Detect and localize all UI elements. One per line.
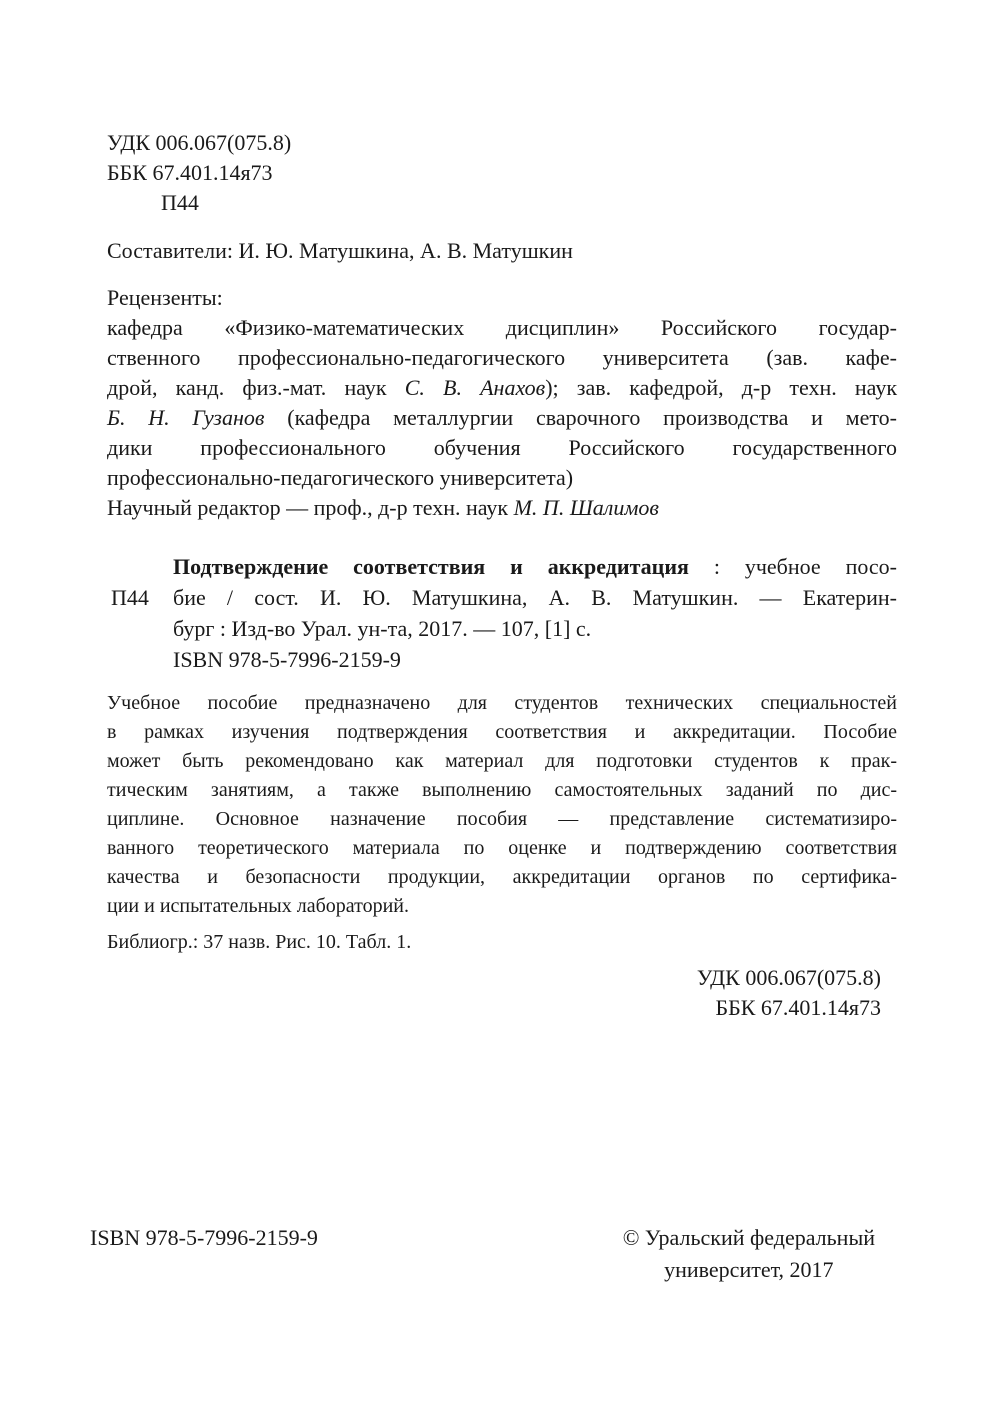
author-sign-top: П44 <box>161 190 199 215</box>
classification-codes-bottom <box>107 963 897 1023</box>
reviewers-line: дики профессионального обучения Российского государственного <box>107 435 897 460</box>
reviewers-block <box>107 283 897 523</box>
copyright-holder: © Уральский федеральный <box>622 1225 875 1250</box>
science-editor-line <box>107 493 897 523</box>
udk-code-top: УДК 006.067(075.8) <box>107 130 292 155</box>
catalog-title-rest: : учебное посо- <box>688 554 897 579</box>
annotation-line: качества и безопасности продукции, аккредитации органов по сертифика- <box>107 866 897 888</box>
catalog-isbn: ISBN 978-5-7996-2159-9 <box>173 647 401 672</box>
reviewer-name-guzanov: Б. Н. Гузанов <box>107 405 265 430</box>
classification-codes-top <box>107 128 897 218</box>
science-editor-text: Научный редактор — проф., д-р техн. наук <box>107 495 514 520</box>
footer <box>90 1222 897 1286</box>
reviewers-line-text: ); зав. кафедрой, д-р техн. наук <box>545 375 898 400</box>
reviewers-line: кафедра «Физико-математических дисциплин» Российского государ- <box>107 315 897 340</box>
annotation-line: ции и испытательных лабораторий. <box>107 895 410 917</box>
reviewers-line: ственного профессионально-педагогического университета (зав. кафе- <box>107 345 897 370</box>
editor-name-shalimov: М. П. Шалимов <box>513 495 659 520</box>
reviewers-line: профессионально-педагогического университета) <box>107 465 574 490</box>
copyright-block <box>623 1222 875 1286</box>
catalog-line: бург : Изд-во Урал. ун-та, 2017. — 107, [1] с. <box>173 616 592 641</box>
annotation-line: может быть рекомендовано как материал для подготовки студентов к прак- <box>107 750 897 772</box>
reviewer-name-anahov: С. В. Анахов <box>404 375 546 400</box>
udk-code-bottom: УДК 006.067(075.8) <box>696 965 881 990</box>
reviewers-line-text: дрой, канд. физ.-мат. наук <box>107 375 405 400</box>
bibliography-line: Библиогр.: 37 назв. Рис. 10. Табл. 1. <box>107 931 412 953</box>
annotation-line: тическим занятиям, а также выполнению самостоятельных заданий по дис- <box>107 779 897 801</box>
author-sign-catalog: П44 <box>111 585 149 610</box>
bbk-code-bottom: ББК 67.401.14я73 <box>715 995 881 1020</box>
catalog-card <box>111 551 897 675</box>
copyright-year: университет, 2017 <box>664 1257 834 1282</box>
compilers-line: Составители: И. Ю. Матушкина, А. В. Матушкин <box>107 238 573 263</box>
catalog-title-line <box>173 551 897 582</box>
reviewers-heading: Рецензенты: <box>107 285 223 310</box>
reviewers-line <box>107 403 897 433</box>
annotation-line: Учебное пособие предназначено для студентов технических специальностей <box>107 692 897 714</box>
reviewers-line <box>107 373 897 403</box>
bbk-code-top: ББК 67.401.14я73 <box>107 160 273 185</box>
reviewers-line-text: (кафедра металлургии сварочного производства и мето- <box>264 405 897 430</box>
catalog-line: бие / сост. И. Ю. Матушкина, А. В. Матушкин. — Екатерин- <box>173 585 897 610</box>
annotation-line: ванного теоретического материала по оценке и подтверждению соответствия <box>107 837 897 859</box>
book-title: Подтверждение соответствия и аккредитация <box>173 554 689 579</box>
annotation-block <box>107 689 897 921</box>
footer-isbn: ISBN 978-5-7996-2159-9 <box>90 1225 318 1250</box>
annotation-line: циплине. Основное назначение пособия — представление систематизиро- <box>107 808 897 830</box>
annotation-line: в рамках изучения подтверждения соответствия и аккредитации. Пособие <box>107 721 897 743</box>
